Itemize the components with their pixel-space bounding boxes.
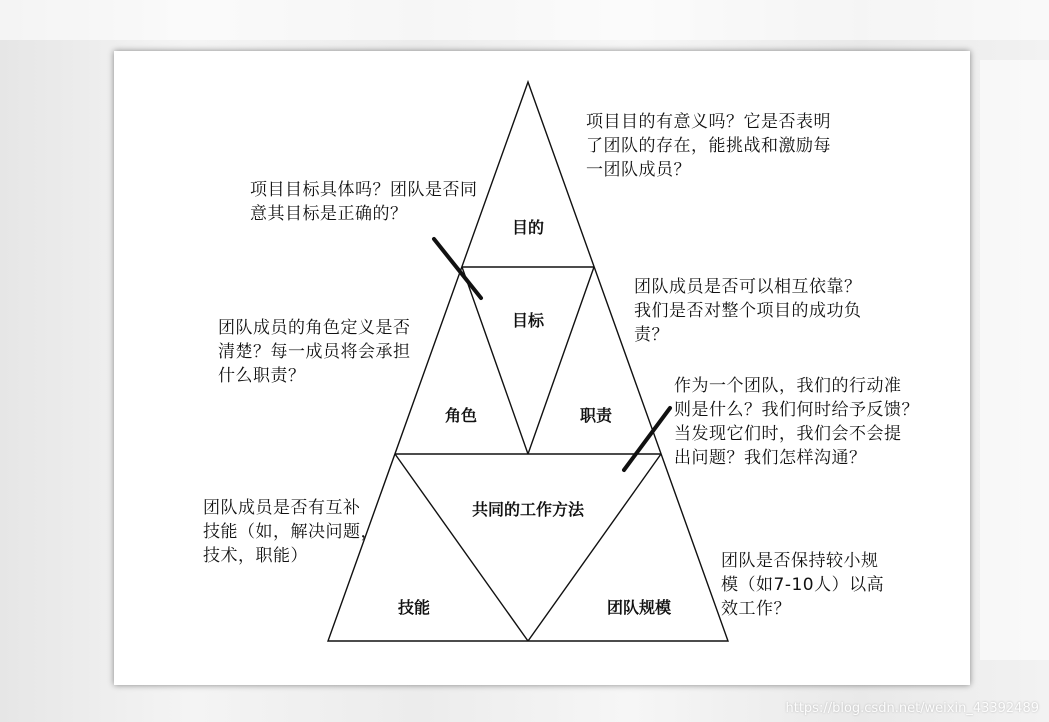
note-goal: 项目目的有意义吗？它是否表明 了团队的存在，能挑战和激励每 一团队成员？ (586, 112, 831, 180)
background-stripe (0, 0, 1049, 40)
label-method: 共同的工作方法 (471, 500, 585, 519)
watermark: https://blog.csdn.net/weixin_43392489 (785, 701, 1039, 716)
note-scale: 团队是否保持较小规 模（如7-10人）以高 效工作？ (721, 551, 885, 619)
note-role: 团队成员的角色定义是否 清楚？每一成员将会承担 什么职责？ (218, 318, 411, 386)
note-target: 项目目标具体吗？团队是否同 意其目标是正确的？ (250, 180, 478, 224)
inner-triangle-right-edge (528, 267, 594, 454)
note-skill: 团队成员是否有互补 技能（如，解决问题， 技术，职能） (203, 498, 378, 566)
note-method: 作为一个团队，我们的行动准 则是什么？我们何时给予反馈？ 当发现它们时，我们会不会提 出问题？我们怎样沟通？ (674, 376, 919, 468)
label-skill: 技能 (397, 598, 431, 617)
label-goal: 目的 (511, 218, 545, 237)
diagram-card (114, 51, 970, 685)
label-target: 目标 (511, 311, 545, 330)
label-responsibility: 职责 (579, 406, 613, 425)
background-stripe (980, 60, 1049, 660)
marker-slash-left (434, 239, 481, 298)
label-role: 角色 (444, 406, 478, 425)
inner-triangle-left-edge (462, 267, 528, 454)
label-scale: 团队规模 (606, 598, 672, 617)
note-responsibility: 团队成员是否可以相互依靠？ 我们是否对整个项目的成功负 责？ (634, 277, 862, 345)
